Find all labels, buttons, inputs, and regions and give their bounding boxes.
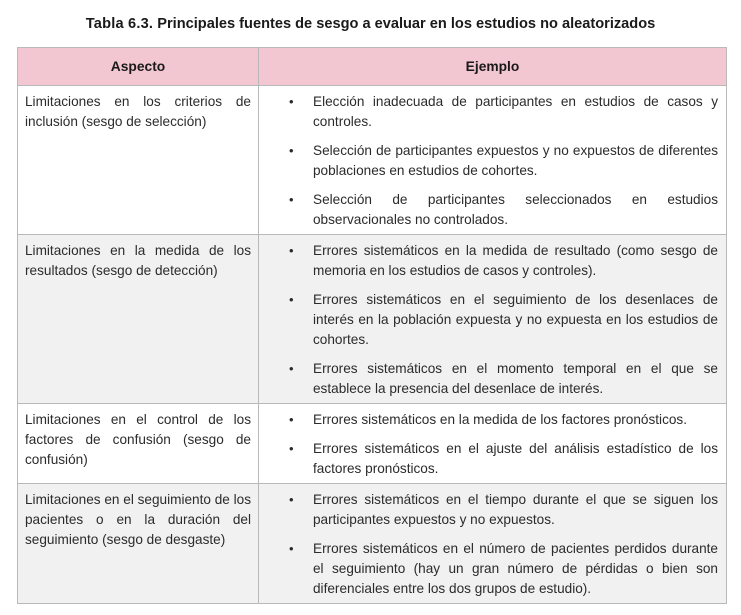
bullet-icon: •	[289, 412, 294, 427]
column-header-aspect: Aspecto	[18, 48, 259, 86]
table-caption	[0, 16, 741, 32]
list-item	[267, 241, 718, 281]
aspect-cell: Limitaciones en el seguimiento de los pacientes o en la duración del seguimiento (sesgo de desgaste)	[18, 484, 259, 604]
list-item	[267, 539, 718, 599]
example-text: Elección inadecuada de participantes en estudios de casos y controles.	[313, 94, 718, 129]
example-text: Errores sistemáticos en el ajuste del análisis estadístico de los factores pronósticos.	[313, 441, 718, 476]
example-text: Selección de participantes seleccionados en estudios observacionales no controlados.	[313, 192, 718, 227]
example-text: Errores sistemáticos en la medida de los factores pronósticos.	[313, 412, 687, 427]
table-title: Principales fuentes de sesgo a evaluar en los estudios no aleatorizados	[157, 16, 656, 32]
list-item	[267, 439, 718, 479]
bullet-icon: •	[289, 541, 294, 556]
bias-sources-table	[17, 47, 727, 604]
example-list	[267, 490, 718, 599]
example-text: Selección de participantes expuestos y no expuestos de diferentes poblaciones en estudios de cohortes.	[313, 143, 718, 178]
table-number: Tabla 6.3.	[85, 16, 154, 32]
example-list	[267, 241, 718, 399]
list-item	[267, 410, 718, 430]
bullet-icon: •	[289, 492, 294, 507]
table-row	[18, 484, 727, 604]
bullet-icon: •	[289, 243, 294, 258]
examples-cell	[259, 86, 727, 235]
aspect-cell: Limitaciones en la medida de los resultados (sesgo de detección)	[18, 235, 259, 404]
bullet-icon: •	[289, 143, 294, 158]
examples-cell	[259, 484, 727, 604]
list-item	[267, 359, 718, 399]
example-list	[267, 410, 718, 479]
list-item	[267, 190, 718, 230]
bullet-icon: •	[289, 441, 294, 456]
table-header-row	[18, 48, 727, 86]
list-item	[267, 141, 718, 181]
example-text: Errores sistemáticos en el momento temporal en el que se establece la presencia del desenlace de interés.	[313, 361, 718, 396]
example-text: Errores sistemáticos en el seguimiento de los desenlaces de interés en la población expuesta y no expuesta en los estudios de cohortes.	[313, 292, 718, 347]
example-text: Errores sistemáticos en el número de pacientes perdidos durante el seguimiento (hay un gran número de pérdidas o bien son diferenciales entre los dos grupos de estudio).	[313, 541, 718, 596]
bullet-icon: •	[289, 94, 294, 109]
aspect-cell: Limitaciones en el control de los factores de confusión (sesgo de confusión)	[18, 404, 259, 484]
column-header-example: Ejemplo	[259, 48, 727, 86]
list-item	[267, 490, 718, 530]
list-item	[267, 290, 718, 350]
table-row	[18, 86, 727, 235]
example-list	[267, 92, 718, 230]
list-item	[267, 92, 718, 132]
bullet-icon: •	[289, 192, 294, 207]
table-row	[18, 235, 727, 404]
example-text: Errores sistemáticos en el tiempo durante el que se siguen los participantes expuestos y no expuestos.	[313, 492, 718, 527]
bullet-icon: •	[289, 292, 294, 307]
aspect-cell: Limitaciones en los criterios de inclusión (sesgo de selección)	[18, 86, 259, 235]
bullet-icon: •	[289, 361, 294, 376]
examples-cell	[259, 404, 727, 484]
examples-cell	[259, 235, 727, 404]
example-text: Errores sistemáticos en la medida de resultado (como sesgo de memoria en los estudios de casos y controles).	[313, 243, 718, 278]
table-row	[18, 404, 727, 484]
